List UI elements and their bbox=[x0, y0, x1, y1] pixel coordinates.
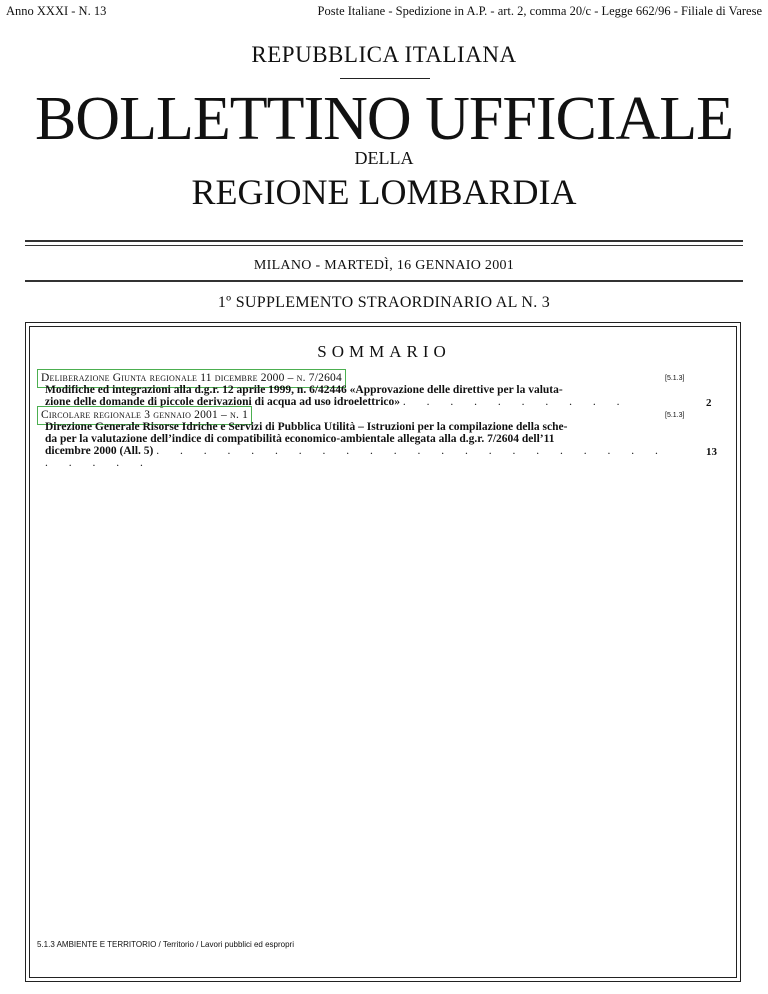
footer-category: 5.1.3 AMBIENTE E TERRITORIO / Territorio / Lavori pubblici ed espropri bbox=[37, 940, 294, 949]
summary-heading: SOMMARIO bbox=[317, 342, 451, 361]
entry-1-leader-dots: . . . . . . . . . . bbox=[402, 396, 629, 408]
entry-1-page: 2 bbox=[706, 397, 712, 409]
entry-2-body bbox=[45, 421, 687, 469]
entry-1-body bbox=[45, 384, 687, 408]
entry-1-body-line-2: zione delle domande di piccole derivazioni di acqua ad uso idroelettrico» bbox=[45, 396, 401, 408]
entry-2-body-line-3: dicembre 2000 (All. 5) bbox=[45, 445, 154, 457]
entry-1-code: [5.1.3] bbox=[665, 375, 685, 382]
masthead-della: DELLA bbox=[354, 148, 414, 168]
rule-middle bbox=[25, 280, 743, 282]
masthead-region: REGIONE LOMBARDIA bbox=[191, 172, 577, 212]
rule-top-thick bbox=[25, 240, 743, 242]
entry-1-heading[interactable]: Deliberazione Giunta regionale 11 dicembre 2000 – n. 7/2604 bbox=[37, 369, 346, 388]
masthead-title: BOLLETTINO UFFICIALE bbox=[34, 85, 734, 153]
issue-number: Anno XXXI - N. 13 bbox=[6, 4, 107, 18]
date-line: MILANO - MARTEDÌ, 16 GENNAIO 2001 bbox=[253, 258, 515, 273]
republic-heading: REPUBBLICA ITALIANA bbox=[251, 42, 517, 67]
entry-2-body-line-3-row bbox=[45, 445, 687, 469]
postal-note: Poste Italiane - Spedizione in A.P. - art. 2, comma 20/c - Legge 662/96 - Filiale di Varese bbox=[317, 4, 762, 18]
top-header-line bbox=[0, 4, 768, 20]
rule-top-thin bbox=[25, 245, 743, 246]
republic-underline bbox=[340, 78, 430, 79]
entry-2-body-line-1: Direzione Generale Risorse Idriche e Servizi di Pubblica Utilità – Istruzioni per la compilazione della sche- bbox=[45, 421, 568, 433]
supplement-title: 1º SUPPLEMENTO STRAORDINARIO AL N. 3 bbox=[217, 294, 551, 311]
entry-2-code: [5.1.3] bbox=[665, 412, 685, 419]
entry-2-heading[interactable]: Circolare regionale 3 gennaio 2001 – n. 1 bbox=[37, 406, 252, 425]
entry-2-leader-dots: . . . . . . . . . . . . . . . . . . . . . . . . . . . bbox=[45, 445, 667, 469]
entry-2-page: 13 bbox=[706, 446, 717, 458]
entry-2-body-line-2: da per la valutazione dell’indice di compatibilità economico-ambientale allegata alla d.g.r. 7/2604 dell’11 bbox=[45, 433, 555, 445]
entry-1-body-line-1: Modifiche ed integrazioni alla d.g.r. 12 aprile 1999, n. 6/42446 «Approvazione delle direttive per la valuta- bbox=[45, 384, 563, 396]
